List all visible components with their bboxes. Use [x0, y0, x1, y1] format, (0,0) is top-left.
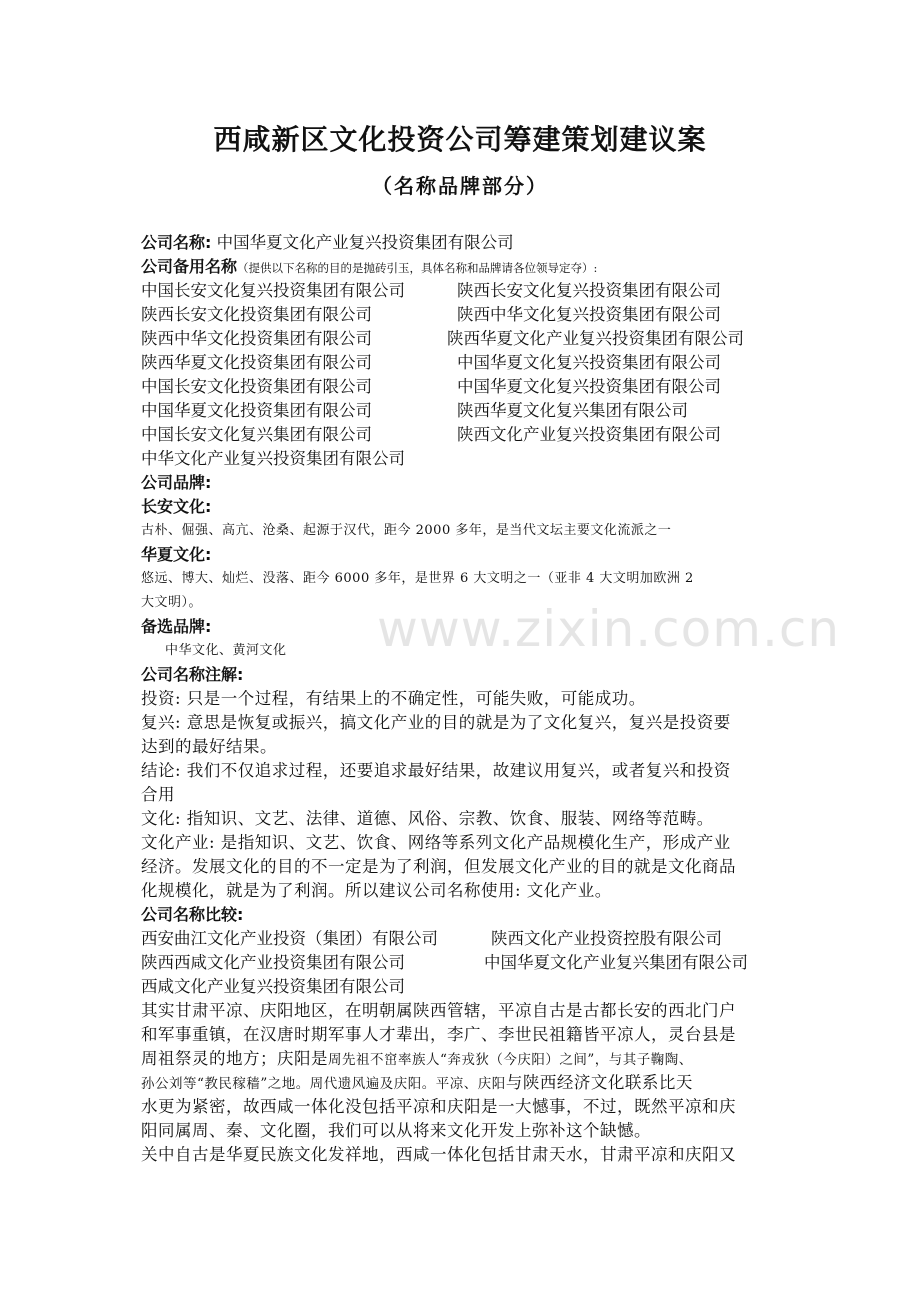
compare-name-last: 西咸文化产业复兴投资集团有限公司 [141, 977, 405, 996]
note-invest: 投资: 只是一个过程，有结果上的不确定性，可能失败，可能成功。 [141, 689, 646, 708]
note-industry: 文化产业: 是指知识、文艺、饮食、网络等系列文化产品规模化生产，形成产业 [141, 833, 731, 852]
alt-name-row [141, 279, 786, 303]
paragraph-line: 阳同属周、秦、文化圈，我们可以从将来文化开发上弥补这个缺憾。 [141, 1121, 651, 1140]
compare-name: 陕西文化产业投资控股有限公司 [491, 929, 722, 948]
watermark-text: www.zixin.com.cn [377, 600, 841, 658]
document-body [141, 231, 786, 1167]
company-name-label: 公司名称: [141, 233, 212, 252]
alt-names-label: 公司备用名称 [141, 257, 238, 276]
alt-name-row [141, 303, 786, 327]
note-culture: 文化: 指知识、文艺、法律、道德、风俗、宗教、饮食、服装、网络等范畴。 [141, 809, 714, 828]
note-conclusion: 结论: 我们不仅追求过程，还要追求最好结果，故建议用复兴，或者复兴和投资 [141, 761, 731, 780]
alt-name-row [141, 399, 786, 423]
huaxia-description: 悠远、博大、灿烂、没落、距今 6000 多年，是世界 6 大文明之一（亚非 4 大文明加欧洲 2 [141, 571, 694, 586]
alt-name: 陕西华夏文化投资集团有限公司 [141, 353, 372, 372]
paragraph-line [141, 1071, 786, 1095]
alt-name: 陕西华夏文化复兴集团有限公司 [457, 401, 688, 420]
huaxia-description-cont: 大文明）。 [141, 595, 203, 610]
compare-name: 西安曲江文化产业投资（集团）有限公司 [141, 929, 438, 948]
paragraph-line: 水更为紧密，故西咸一体化没包括平凉和庆阳是一大憾事，不过，既然平凉和庆 [141, 1097, 736, 1116]
paragraph-segment: 周祖祭灵的地方；庆阳是 [141, 1049, 328, 1068]
alt-names-note: （提供以下名称的目的是抛砖引玉，具体名称和品牌请各位领导定夺）: [237, 261, 598, 275]
company-name-value: 中国华夏文化产业复兴投资集团有限公司 [216, 233, 514, 252]
huaxia-heading: 华夏文化: [141, 545, 212, 564]
alt-name-row [141, 375, 786, 399]
alt-name: 中国华夏文化复兴投资集团有限公司 [457, 353, 721, 372]
paragraph-segment: 周先祖不窋率族人“奔戎狄（今庆阳）之间”，与其子鞠陶、 [328, 1052, 693, 1068]
paragraph-segment: 孙公刘等“教民稼穑”之地。周代遗风遍及庆阳。平凉、庆阳 [141, 1076, 506, 1092]
company-name-line [141, 231, 786, 255]
alt-name: 陕西长安文化复兴投资集团有限公司 [457, 281, 721, 300]
brand-heading: 公司品牌: [141, 473, 212, 492]
compare-heading: 公司名称比较: [141, 905, 244, 924]
alt-name-row [141, 327, 786, 351]
document-title: 西咸新区文化投资公司筹建策划建议案 [213, 123, 707, 156]
paragraph-line: 和军事重镇，在汉唐时期军事人才辈出，李广、李世民祖籍皆平凉人，灵台县是 [141, 1025, 736, 1044]
alt-name-row [141, 423, 786, 447]
note-industry-cont: 经济。发展文化的目的不一定是为了利润，但发展文化产业的目的就是文化商品 [141, 857, 736, 876]
paragraph-line [141, 1047, 786, 1071]
compare-row [141, 951, 786, 975]
alt-name: 中国长安文化复兴投资集团有限公司 [141, 281, 405, 300]
note-industry-cont: 化规模化，就是为了利润。所以建议公司名称使用: 文化产业。 [141, 881, 612, 900]
alt-name: 陕西华夏文化产业复兴投资集团有限公司 [447, 329, 744, 348]
alt-name: 陕西文化产业复兴投资集团有限公司 [457, 425, 721, 444]
note-revival: 复兴: 意思是恢复或振兴，搞文化产业的目的就是为了文化复兴，复兴是投资要 [141, 713, 731, 732]
alt-name: 陕西中华文化投资集团有限公司 [141, 329, 372, 348]
alt-name-last: 中华文化产业复兴投资集团有限公司 [141, 449, 405, 468]
alt-name: 陕西中华文化复兴投资集团有限公司 [457, 305, 721, 324]
paragraph-segment: 与陕西经济文化联系比天 [505, 1073, 693, 1092]
compare-name: 陕西西咸文化产业投资集团有限公司 [141, 953, 405, 972]
paragraph-line: 其实甘肃平凉、庆阳地区，在明朝属陕西管辖，平凉自古是古都长安的西北门户 [141, 1001, 736, 1020]
document-subtitle: （名称品牌部分） [372, 174, 548, 198]
changan-description: 古朴、倔强、高亢、沧桑、起源于汉代，距今 2000 多年，是当代文坛主要文化流派之一 [141, 523, 672, 538]
alt-name: 陕西长安文化投资集团有限公司 [141, 305, 372, 324]
alt-name: 中国华夏文化复兴投资集团有限公司 [457, 377, 721, 396]
alt-brand-value: 中华文化、黄河文化 [165, 643, 287, 658]
alt-brand-heading: 备选品牌: [141, 617, 212, 636]
alt-name: 中国长安文化复兴集团有限公司 [141, 425, 372, 444]
note-conclusion-cont: 合用 [141, 785, 175, 804]
notes-heading: 公司名称注解: [141, 665, 244, 684]
changan-heading: 长安文化: [141, 497, 212, 516]
document-page [141, 0, 841, 1302]
compare-name: 中国华夏文化产业复兴集团有限公司 [484, 953, 748, 972]
alt-name: 中国华夏文化投资集团有限公司 [141, 401, 372, 420]
note-revival-cont: 达到的最好结果。 [141, 737, 277, 756]
paragraph-line: 关中自古是华夏民族文化发祥地，西咸一体化包括甘肃天水，甘肃平凉和庆阳又 [141, 1145, 736, 1164]
alt-names-heading [141, 255, 786, 279]
compare-row [141, 927, 786, 951]
alt-name: 中国长安文化投资集团有限公司 [141, 377, 372, 396]
alt-name-row [141, 351, 786, 375]
